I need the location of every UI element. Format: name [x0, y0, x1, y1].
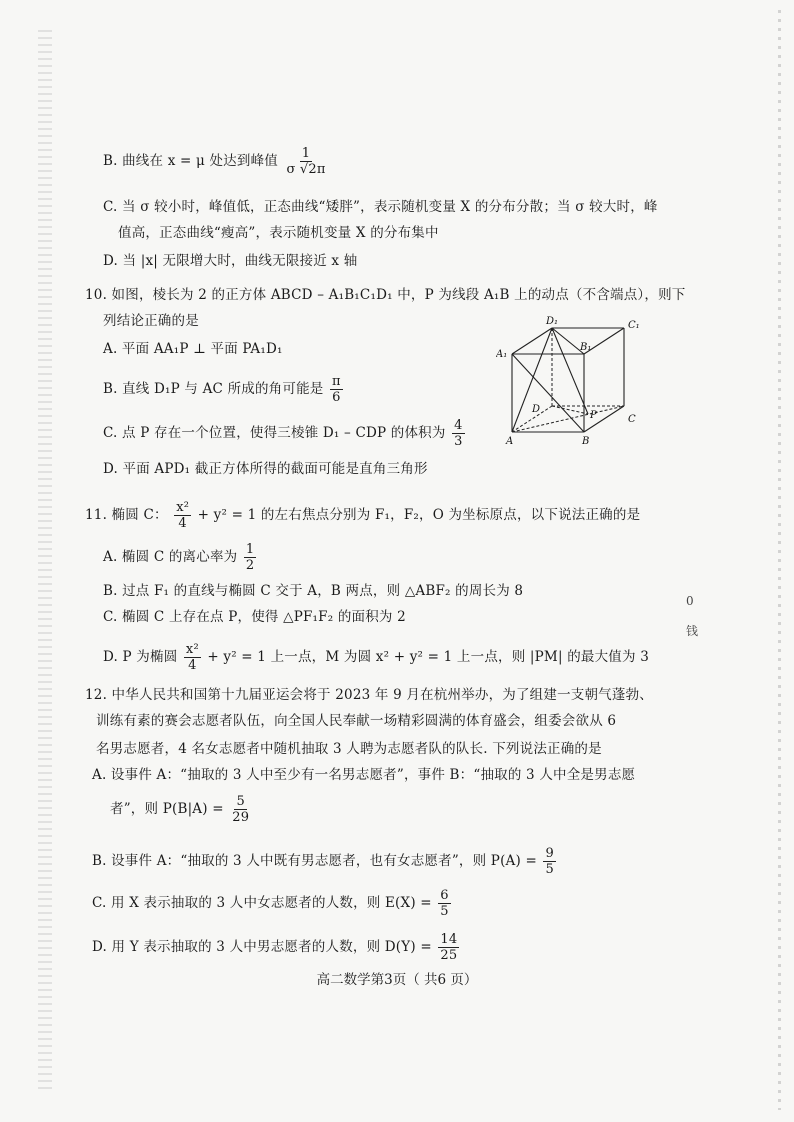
label-p: P [590, 410, 597, 421]
q12-stem-line3: 名男志愿者，4 名女志愿者中随机抽取 3 人聘为志愿者队的队长. 下列说法正确的是 [96, 741, 602, 757]
q10-option-d: D. 平面 APD₁ 截正方体所得的截面可能是直角三角形 [103, 461, 428, 477]
fraction: $\frac{\pi}{6}$ [331, 374, 341, 405]
q12-stem-line2: 训练有素的赛会志愿者队伍，向全国人民奉献一场精彩圆满的体育盛会，组委会欲从 6 [96, 713, 617, 729]
q12-option-a-line1: A. 设事件 A：“抽取的 3 人中至少有一名男志愿者”，事件 B：“抽取的 3 人中全是男志愿 [92, 767, 636, 783]
fraction: $\frac{5}{29}$ [232, 794, 250, 825]
q11-option-d: D. P 为椭圆 $\frac{\text{x²}}{4}$ + y² = 1 上一点，M 为圆 x² + y² = 1 上一点，则 |PM| 的最大值为 3 [103, 642, 649, 673]
fraction: $\frac{4}{3}$ [454, 418, 463, 449]
q10-option-c: C. 点 P 存在一个位置，使得三棱锥 D₁ – CDP 的体积为 $\frac{4}{3}$ [103, 418, 463, 449]
scan-edge-left [38, 30, 52, 1090]
label-b: B [582, 436, 590, 447]
label-c: C [628, 414, 636, 425]
fraction: $\frac{1}{2}$ [245, 542, 255, 573]
fraction: $\frac{9}{5}$ [545, 846, 554, 877]
q11-option-b: B. 过点 F₁ 的直线与椭圆 C 交于 A，B 两点，则 △ABF₂ 的周长为 8 [103, 583, 524, 599]
fraction: $\frac{\text{x²}}{4}$ [176, 500, 190, 531]
scan-edge-right [778, 10, 781, 1110]
label-a: A [506, 436, 514, 447]
q11-option-a: A. 椭圆 C 的离心率为 $\frac{1}{2}$ [103, 542, 255, 573]
label-a1: A₁ [496, 349, 508, 360]
q9-option-c-line1: C. 当 σ 较小时，峰值低，正态曲线“矮胖”，表示随机变量 X 的分布分散；当 σ 较大时，峰 [103, 199, 658, 215]
page-footer: 高二数学第3页（ 共6 页） [316, 972, 478, 988]
q11-stem: 11. 椭圆 C： $\frac{\text{x²}}{4}$ + y² = 1 的左右焦点分别为 F₁，F₂，O 为坐标原点，以下说法正确的是 [85, 500, 641, 531]
label-c1: C₁ [628, 320, 640, 331]
q9-option-d: D. 当 |x| 无限增大时，曲线无限接近 x 轴 [103, 253, 358, 269]
q11-option-c: C. 椭圆 C 上存在点 P，使得 △PF₁F₂ 的面积为 2 [103, 609, 406, 625]
q10-stem-line1: 10. 如图，棱长为 2 的正方体 ABCD – A₁B₁C₁D₁ 中，P 为线段 A₁B 上的动点（不含端点），则下 [85, 287, 686, 303]
cube-figure [496, 314, 646, 454]
fraction: $\frac{\text{x²}}{4}$ [185, 642, 199, 673]
q12-option-c: C. 用 X 表示抽取的 3 人中女志愿者的人数，则 E(X) = $\frac{6}{5}$ [92, 888, 449, 919]
q12-option-d: D. 用 Y 表示抽取的 3 人中男志愿者的人数，则 D(Y) = $\frac{14}{25}$ [92, 932, 458, 963]
fraction: $\frac{14}{25}$ [440, 932, 458, 963]
label-d1: D₁ [546, 316, 559, 327]
label-b1: B₁ [580, 342, 592, 353]
margin-mark-char: 钱 [686, 624, 699, 638]
margin-mark-zero: 0 [686, 594, 694, 608]
q12-option-b: B. 设事件 A：“抽取的 3 人中既有男志愿者，也有女志愿者”，则 P(A) = $\frac{9}{5}$ [92, 846, 554, 877]
q9-option-c-line2: 值高，正态曲线“瘦高”，表示随机变量 X 的分布集中 [118, 225, 439, 241]
fraction: $\frac{1}{\sigma √2\pi}$ [286, 146, 326, 177]
q10-stem-line2: 列结论正确的是 [103, 313, 199, 329]
label-d: D [532, 404, 541, 415]
q9-option-b: B. 曲线在 x = μ 处达到峰值 $\frac{1}{\sigma √2\pi}$ [103, 146, 326, 177]
q12-stem-line1: 12. 中华人民共和国第十九届亚运会将于 2023 年 9 月在杭州举办，为了组建一支朝气蓬勃、 [85, 687, 653, 703]
fraction: $\frac{6}{5}$ [440, 888, 449, 919]
q12-option-a-line2: 者”，则 P(B|A) = $\frac{5}{29}$ [110, 794, 250, 825]
q10-option-b: B. 直线 D₁P 与 AC 所成的角可能是 $\frac{\pi}{6}$ [103, 374, 341, 405]
q10-option-a: A. 平面 AA₁P ⊥ 平面 PA₁D₁ [103, 341, 283, 357]
